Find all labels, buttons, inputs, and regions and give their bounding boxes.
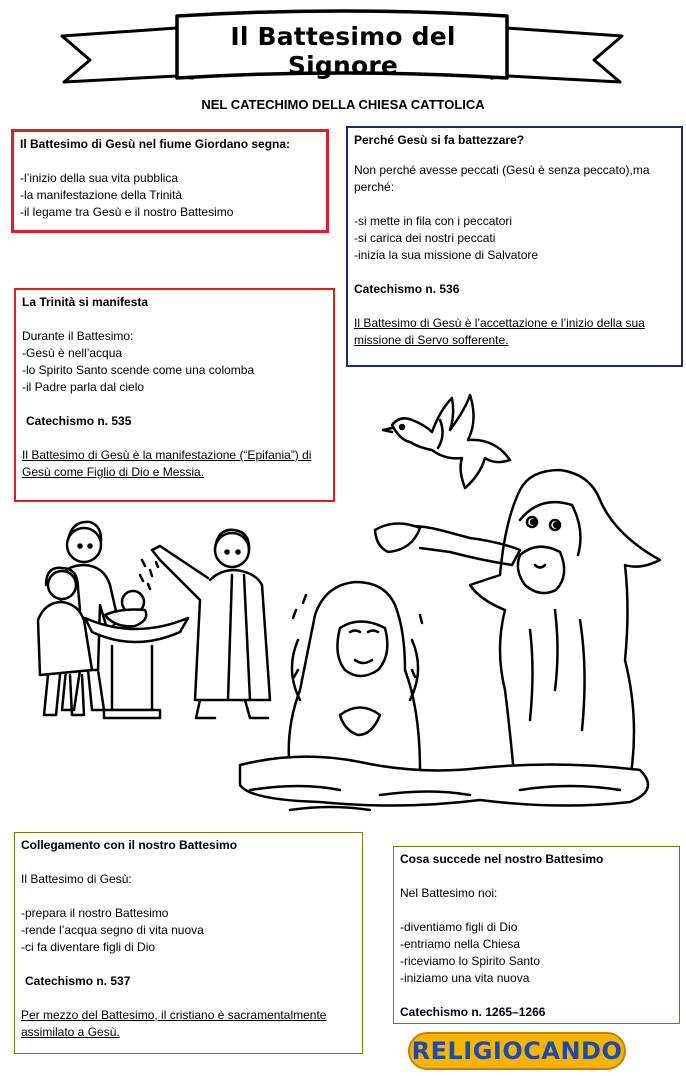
catechism-ref: Catechismo n. 537 (25, 974, 131, 988)
box-heading: Perché Gesù si fa battezzare? (354, 133, 525, 147)
logo-text: RELIGIOCANDO (411, 1037, 623, 1065)
box-intro: Il Battesimo di Gesù: (21, 872, 132, 886)
list-item: -l’inizio della sua vita pubblica (20, 171, 179, 185)
box-heading: Il Battesimo di Gesù nel fiume Giordano segna: (20, 137, 291, 151)
jesus-baptism-icon (240, 470, 660, 810)
list-item: -Gesù è nell’acqua (22, 346, 123, 360)
box-intro: Non perché avesse peccati (Gesù è senza peccato),ma perché: (354, 163, 650, 194)
religiocando-logo (408, 1032, 626, 1070)
box-perche-battezzare (346, 126, 683, 367)
baptism-illustration (0, 370, 686, 825)
box-note: Per mezzo del Battesimo, il cristiano è sacramentalmente assimilato a Gesù. (21, 1008, 327, 1039)
box-heading: La Trinità si manifesta (22, 295, 149, 309)
list-item: -si carica dei nostri peccati (354, 231, 496, 245)
catechism-ref: Catechismo n. 535 (26, 414, 132, 428)
box-intro: Nel Battesimo noi: (400, 886, 498, 900)
catechism-ref: Catechismo n. 536 (354, 282, 460, 296)
list-item: -ci fa diventare figli di Dio (21, 940, 156, 954)
catechism-ref: Catechismo n. 1265–1266 (400, 1005, 546, 1019)
page-subtitle: NEL CATECHIMO DELLA CHIESA CATTOLICA (201, 97, 485, 112)
box-heading: Collegamento con il nostro Battesimo (21, 838, 238, 852)
dove-icon (383, 395, 510, 488)
page-title: Il Battesimo del Signore (230, 22, 456, 80)
box-note: Il Battesimo di Gesù è l’accettazione e l’inizio della sua missione di Servo sofferente. (354, 316, 645, 347)
box-heading: Cosa succede nel nostro Battesimo (400, 852, 604, 866)
list-item: -il Padre parla dal cielo (22, 380, 145, 394)
box-collegamento (14, 832, 363, 1054)
box-cosa-succede (393, 846, 680, 1024)
box-intro: Durante il Battesimo: (22, 329, 134, 343)
list-item: -lo Spirito Santo scende come una colomba (22, 363, 255, 377)
list-item: -iniziamo una vita nuova (400, 971, 530, 985)
box-note: Il Battesimo di Gesù è la manifestazione (“Epifania”) di Gesù come Figlio di Dio e Messia. (22, 448, 312, 479)
list-item: -riceviamo lo Spirito Santo (400, 954, 541, 968)
list-item: -entriamo nella Chiesa (400, 937, 521, 951)
list-item: -si mette in fila con i peccatori (354, 214, 513, 228)
family-baptism-icon (38, 522, 270, 718)
box-giordano (11, 129, 329, 233)
list-item: -inizia la sua missione di Salvatore (354, 248, 539, 262)
list-item: -diventiamo figli di Dio (400, 920, 518, 934)
list-item: -prepara il nostro Battesimo (21, 906, 169, 920)
list-item: -la manifestazione della Trinità (20, 188, 183, 202)
list-item: -rende l’acqua segno di vita nuova (21, 923, 204, 937)
list-item: -il legame tra Gesù e il nostro Battesimo (20, 205, 234, 219)
